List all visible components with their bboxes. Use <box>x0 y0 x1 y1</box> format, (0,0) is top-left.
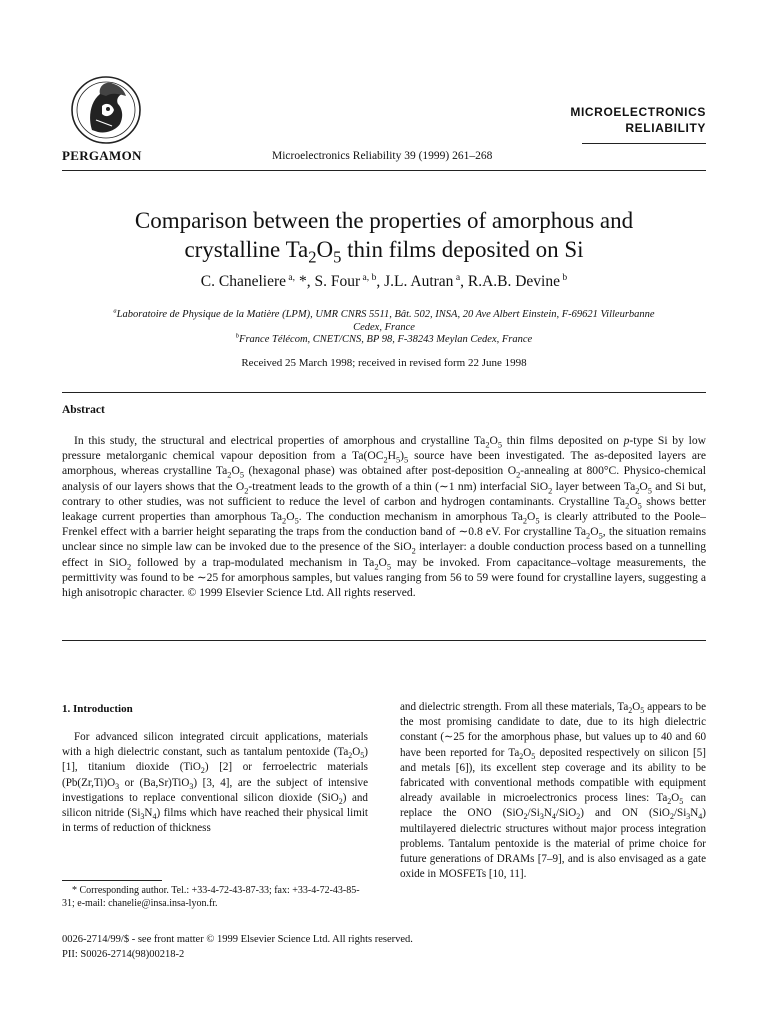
journal-name-line1: MICROELECTRONICS <box>570 105 706 119</box>
pergamon-athena-logo-icon <box>62 72 148 150</box>
abstract-body: In this study, the structural and electrical properties of amorphous and crystalline $Ta_2O_5$ thin films deposited on p-type Si by low pressure metalorganic chemical vapour deposition from a $Ta(OC_2H_5)_5$ source have been investigated. The as-deposited layers are amorphous, whereas crystalline $Ta_2O_5$ (hexagonal phase) was obtained after post-deposition $O_2$-annealing at 800°C. Physico-chemical analysis of our layers shows that the $O_2$-treatment leads to the growth of a thin (∼1 nm) interfacial SiO$_2$ layer between $Ta_2O_5$ and Si but, contrary to other studies, was not sufficient to reduce the level of carbon and hydrogen contaminants. Crystalline $Ta_2O_5$ shows better leakage current properties than amorphous $Ta_2O_5$. The conduction mechanism in amorphous $Ta_2O_5$ is clearly attributed to the Poole–Frenkel effect with a barrier height separating the traps from the conduction band of ∼0.8 eV. For crystalline $Ta_2O_5$, the situation remains unclear since no simple law can be invoked due to the presence of the SiO$_2$ interlayer: a double conduction process based on a tunnelling effect in SiO$_2$ followed by a trap-modulated mechanism in $Ta_2O_5$ may be invoked. From capacitance–voltage measurements, the permittivity was found to be ∼25 for amorphous samples, but values ranging from 56 to 59 were found for crystalline layers, suggesting a high anisotropic character. © 1999 Elsevier Science Ltd. All rights reserved. <box>62 434 707 600</box>
journal-name <box>570 104 706 136</box>
header-short-rule <box>582 143 706 144</box>
copyright-line: 0026-2714/99/$ - see front matter © 1999 Elsevier Science Ltd. All rights reserved. <box>62 934 413 945</box>
section-heading-introduction: 1. Introduction <box>62 703 133 715</box>
journal-citation: Microelectronics Reliability 39 (1999) 261–268 <box>272 150 493 162</box>
footnote-rule <box>62 880 162 881</box>
affiliation-b: $^b$France Télécom, CNET/CNS, BP 98, F-38243 Meylan Cedex, France <box>235 332 533 345</box>
received-dates: Received 25 March 1998; received in revised form 22 June 1998 <box>241 357 527 369</box>
author-list: C. Chaneliere $^{a,}$ *, S. Four $^{a, b}$, J.L. Autran $^a$, R.A.B. Devine $^b$ <box>200 271 568 290</box>
abstract-bottom-rule <box>62 640 706 641</box>
introduction-right-column: and dielectric strength. From all these materials, $Ta_2O_5$ appears to be the most promising candidate to date, due to its high dielectric constant (∼25 for the amorphous phase, but values up to 40 and 60 have been reported for $Ta_2O_5$ deposited respectively on silicon [5] and metals [6]), its excellent step coverage and its ability to be fabricated with conventional methods compatible with equipment already available in microelectronics process lines: $Ta_2O_5$ can replace the ONO $(SiO_2/Si_3N_4/SiO_2)$ and ON $(SiO_2/Si_3N_4)$ multilayered dielectric structures without major process integration problems. Tantalum pentoxide is the material of prime choice for future generations of DRAMs [7–9], and is also envisaged as a gate oxide in MOSFETs [10, 11]. <box>400 701 706 881</box>
affiliation-a: $^a$Laboratoire de Physique de la Matière (LPM), UMR CNRS 5511, Bât. 502, INSA, 20 Ave Albert Einstein, F-69621 Villeurbanne Cedex, France <box>113 307 655 333</box>
copyright-block <box>62 932 413 962</box>
publisher-name: PERGAMON <box>62 148 142 163</box>
abstract-heading: Abstract <box>62 404 105 416</box>
introduction-left-column: For advanced silicon integrated circuit applications, materials with a high dielectric constant, such as tantalum pentoxide $(Ta_2O_5)$ [1], titanium dioxide (TiO$_2$) [2] or ferroelectric materials ($Pb(Zr,Ti)O_3$ or (Ba,Sr)TiO$_3$) [3, 4], are the subject of intensive investigations to replace conventional silicon dioxide (SiO$_2$) and silicon nitride $(Si_3N_4)$ films which have reached their physical limit in terms of reduction of thickness <box>62 731 368 835</box>
abstract-top-rule <box>62 392 706 393</box>
header-rule <box>62 170 706 171</box>
corresponding-author-footnote: * Corresponding author. Tel.: +33-4-72-43-87-33; fax: +33-4-72-43-85-31; e-mail: chanelie@insa.insa-lyon.fr. <box>62 885 360 909</box>
article-title: Comparison between the properties of amorphous and crystalline $Ta_2O_5$ thin films deposited on Si <box>134 208 634 267</box>
journal-name-line2: RELIABILITY <box>625 121 706 135</box>
pii-line: PII: S0026-2714(98)00218-2 <box>62 949 185 960</box>
